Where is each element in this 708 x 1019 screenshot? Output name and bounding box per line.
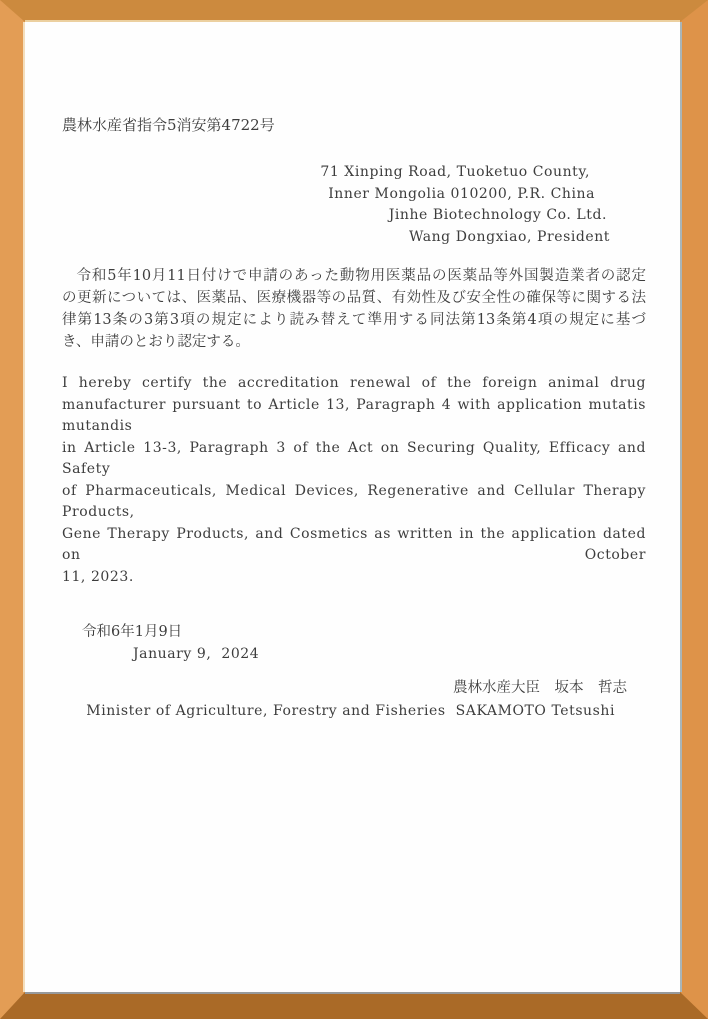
text-line: Gene Therapy Products, and Cosmetics as written in the application dated on October: [62, 525, 646, 563]
recipient-address: [62, 162, 646, 248]
text-line: 律第13条の3第3項の規定により読み替えて準用する同法第13条第4項の規定に基づ: [62, 312, 646, 328]
signer-name-japanese: 農林水産大臣 坂本 哲志: [453, 680, 627, 696]
text-line: of Pharmaceuticals, Medical Devices, Regenerative and Cellular Therapy Products,: [62, 482, 646, 520]
text-line: Inner Mongolia 010200, P.R. China: [328, 185, 595, 202]
date-japanese: 令和6年1月9日: [82, 624, 183, 640]
text-line: in Article 13-3, Paragraph 3 of the Act on Securing Quality, Efficacy and Safety: [62, 439, 646, 477]
body-paragraph-english: [62, 373, 646, 588]
signature-block: [62, 677, 646, 723]
text-line: I hereby certify the accreditation renewal of the foreign animal drug: [62, 375, 646, 391]
body-paragraph-japanese: [62, 265, 646, 353]
text-line: 11, 2023.: [62, 568, 134, 585]
signer-name-english: Minister of Agriculture, Forestry and Fisheries SAKAMOTO Tetsushi: [86, 703, 615, 719]
text-line: manufacturer pursuant to Article 13, Paragraph 4 with application mutatis mutandis: [62, 396, 646, 434]
document-number: 農林水産省指令5消安第4722号: [62, 116, 275, 134]
text-line: Jinhe Biotechnology Co. Ltd.: [388, 207, 607, 223]
text-line: 71 Xinping Road, Tuoketuo County,: [320, 164, 590, 180]
text-line: Wang Dongxiao, President: [408, 228, 610, 245]
text-line: の更新については、医薬品、医療機器等の品質、有効性及び安全性の確保等に関する法: [62, 290, 646, 306]
text-line: き、申請のとおり認定する。: [62, 334, 250, 350]
text-line: 令和5年10月11日付けで申請のあった動物用医薬品の医薬品等外国製造業者の認定: [76, 268, 646, 284]
date-block: [62, 621, 646, 665]
date-english: January 9, 2024: [133, 646, 260, 662]
letter-paper: [25, 22, 680, 992]
